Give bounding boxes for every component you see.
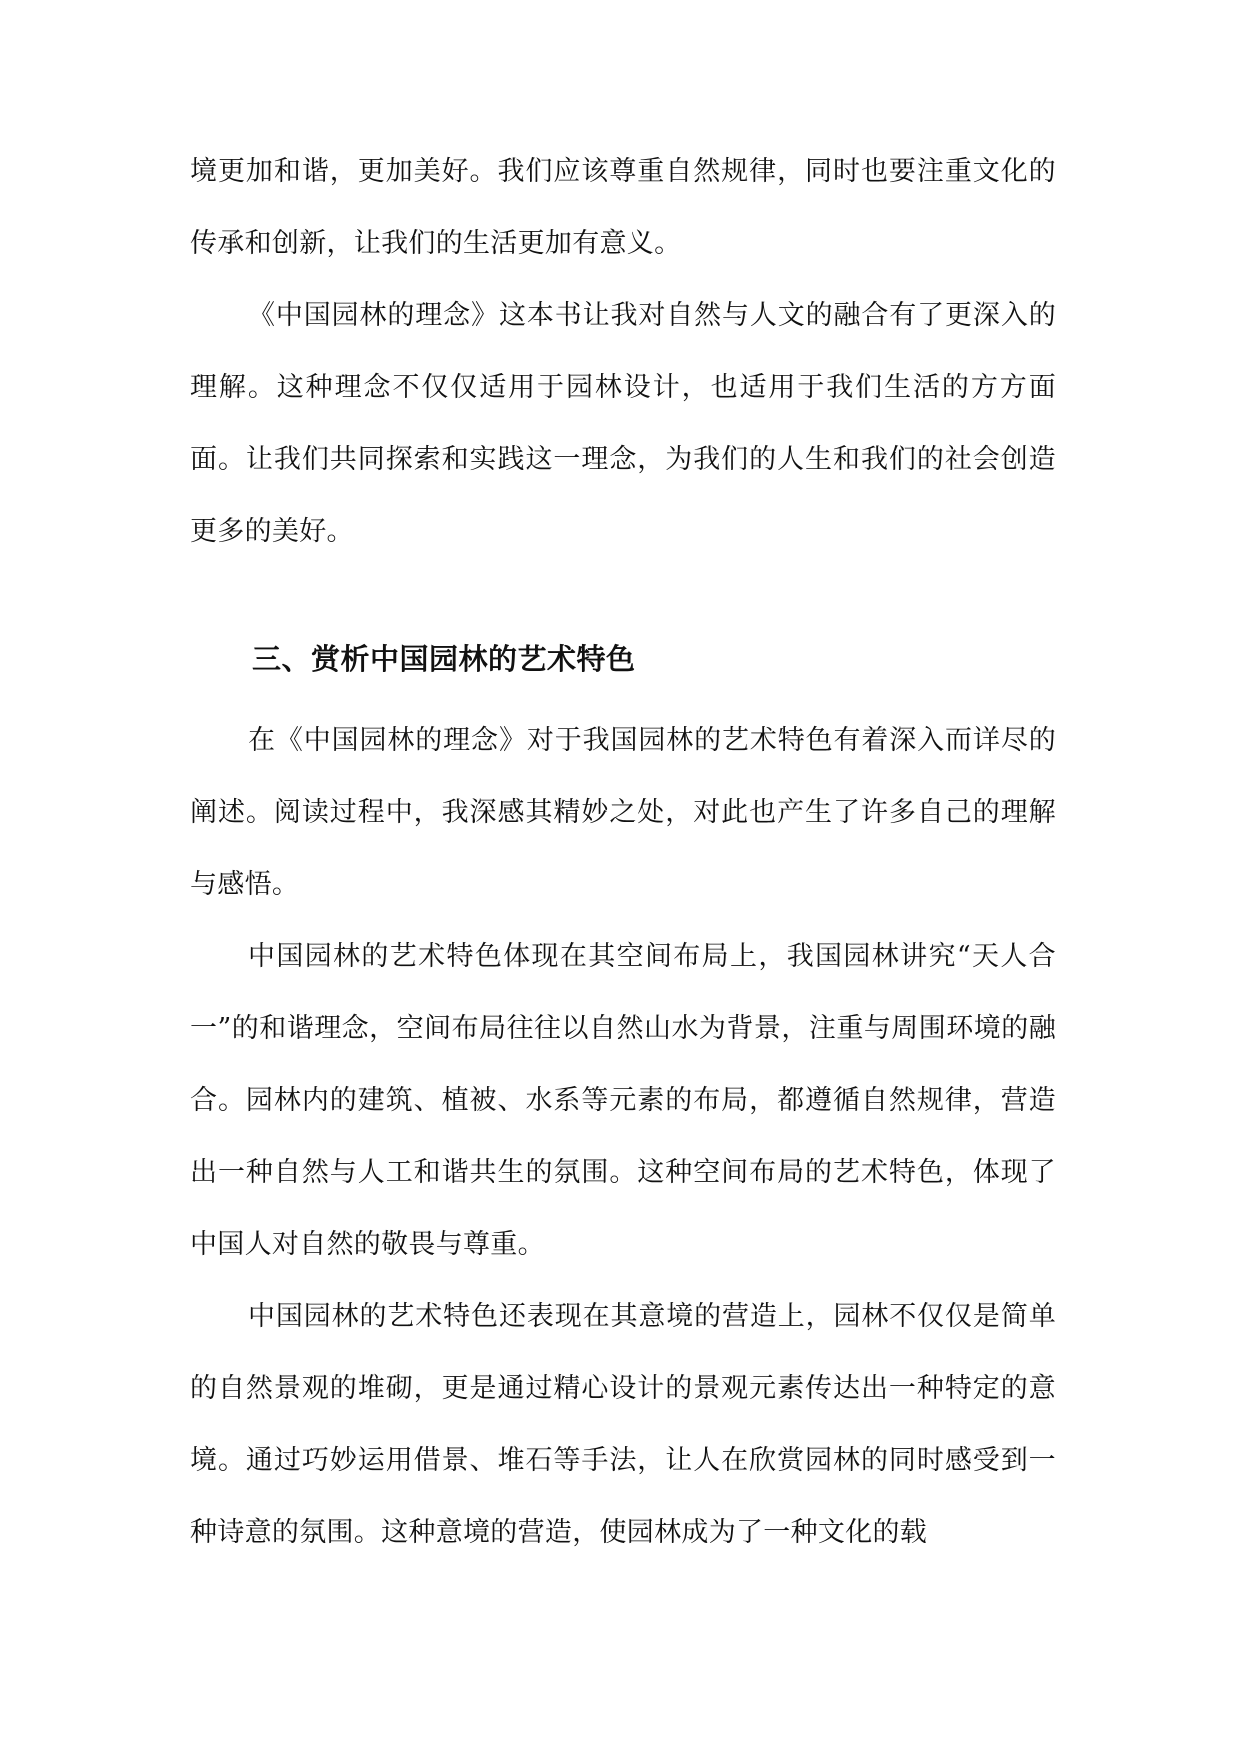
paragraph-artistic-conception: 中国园林的艺术特色还表现在其意境的营造上，园林不仅仅是简单的自然景观的堆砌，更是通过精心设计的景观元素传达出一种特定的意境。通过巧妙运用借景、堆石等手法，让人在欣赏园林的同时感受到一种诗意的氛围。这种意境的营造，使园林成为了一种文化的载 (190, 1301, 1056, 1548)
section-text-block (190, 705, 1056, 1569)
section-heading: 三、赏析中国园林的艺术特色 (252, 642, 636, 676)
top-text-block (190, 136, 1056, 568)
paragraph-spatial-layout: 中国园林的艺术特色体现在其空间布局上，我国园林讲究“天人合一”的和谐理念，空间布局往往以自然山水为背景，注重与周围环境的融合。园林内的建筑、植被、水系等元素的布局，都遵循自然规律，营造出一种自然与人工和谐共生的氛围。这种空间布局的艺术特色，体现了中国人对自然的敬畏与尊重。 (190, 941, 1056, 1260)
paragraph-book-reflection: 《中国园林的理念》这本书让我对自然与人文的融合有了更深入的理解。这种理念不仅仅适用于园林设计，也适用于我们生活的方方面面。让我们共同探索和实践这一理念，为我们的人生和我们的社会创造更多的美好。 (190, 300, 1056, 547)
paragraph-continuation: 境更加和谐，更加美好。我们应该尊重自然规律，同时也要注重文化的传承和创新，让我们的生活更加有意义。 (190, 156, 1056, 259)
paragraph-intro: 在《中国园林的理念》对于我国园林的艺术特色有着深入而详尽的阐述。阅读过程中，我深感其精妙之处，对此也产生了许多自己的理解与感悟。 (190, 725, 1056, 900)
